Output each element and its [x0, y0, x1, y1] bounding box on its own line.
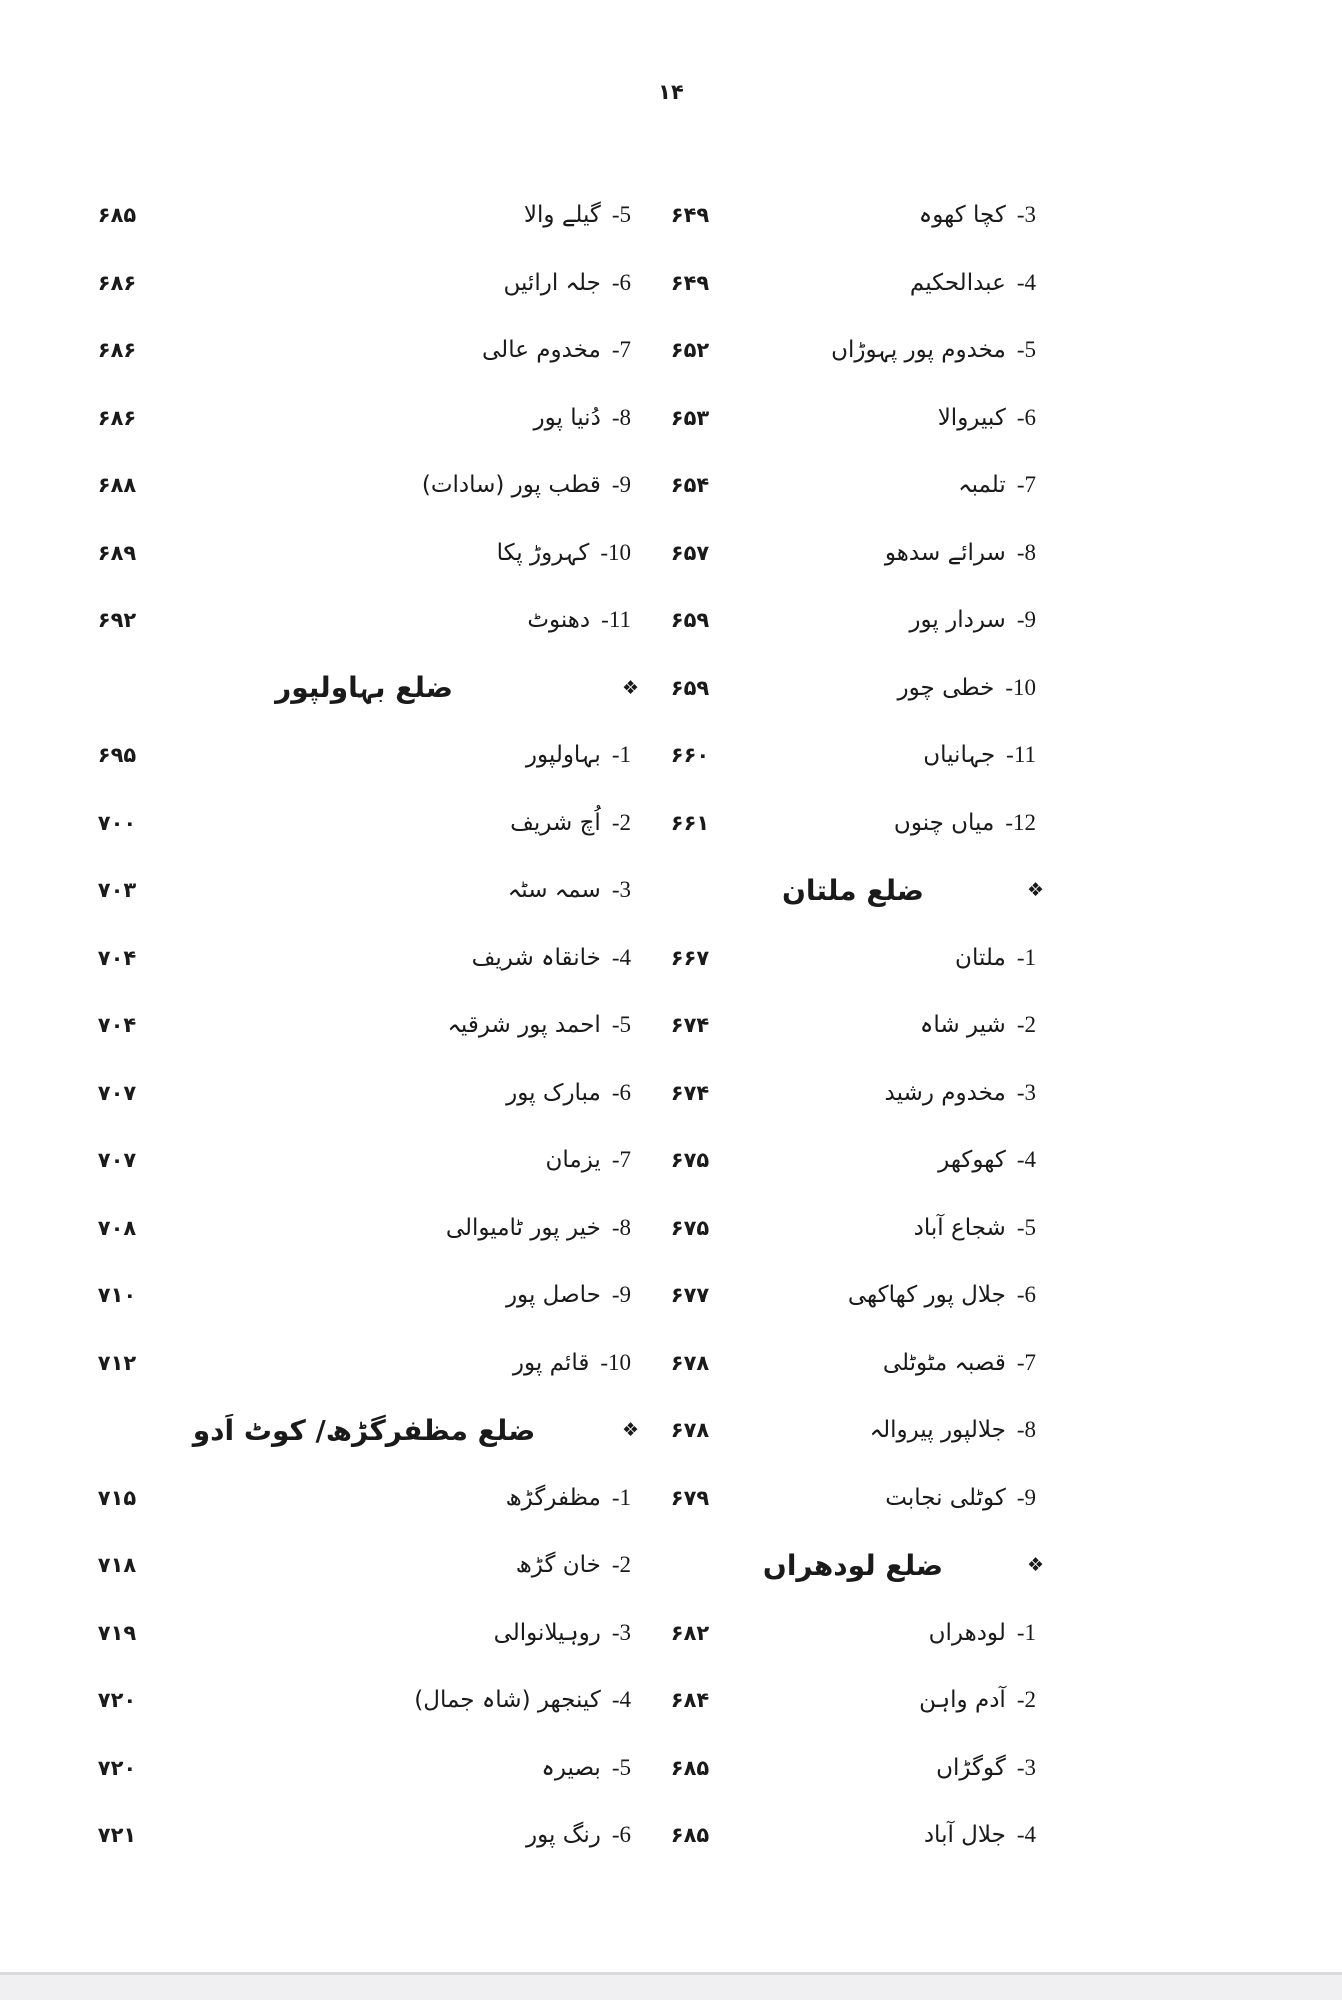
entry-dash — [1017, 1080, 1025, 1106]
entry-label — [524, 202, 643, 228]
entry-place-name: مظفرگڑھ — [505, 1484, 601, 1511]
entry-number: 8 — [619, 1214, 631, 1240]
entry-dash — [612, 1012, 620, 1038]
district-section-header — [658, 1545, 1048, 1585]
entry-place-name: مبارک پور — [506, 1079, 601, 1106]
entry-page-number: ۶۷۸ — [670, 1350, 710, 1375]
toc-entry — [658, 1073, 1048, 1113]
entry-number: 5 — [619, 1754, 631, 1780]
entry-dash — [612, 270, 620, 296]
entry-dash — [1005, 810, 1013, 836]
entry-label — [955, 945, 1048, 971]
entry-place-name: جلالپور پیروالہ — [869, 1417, 1006, 1443]
entry-number: 5 — [1024, 1214, 1036, 1240]
page-number-top: ۱۴ — [658, 80, 684, 104]
toc-entry — [85, 600, 643, 640]
entry-dash — [1017, 202, 1025, 228]
entry-dash — [612, 202, 620, 228]
entry-place-name: کبیروالا — [937, 404, 1006, 431]
entry-number: 3 — [1024, 1754, 1036, 1780]
toc-entry — [658, 1478, 1048, 1518]
entry-place-name: کچا کھوہ — [918, 202, 1006, 228]
entry-dash — [1017, 1282, 1025, 1308]
toc-entry — [658, 330, 1048, 370]
entry-number: 2 — [619, 809, 631, 835]
district-section-header — [85, 1410, 643, 1450]
entry-page-number: ۷۲۰ — [97, 1755, 137, 1780]
entry-page-number: ۶۷۴ — [670, 1080, 710, 1105]
toc-entry — [85, 330, 643, 370]
entry-page-number: ۶۵۴ — [670, 473, 710, 497]
entry-number: 2 — [1024, 1687, 1036, 1712]
entry-place-name: سمہ سٹہ — [507, 877, 601, 903]
entry-page-number: ۶۶۱ — [670, 810, 710, 835]
entry-page-number: ۷۱۵ — [97, 1485, 137, 1510]
entry-number: 3 — [619, 877, 631, 902]
entry-number: 6 — [1024, 1282, 1036, 1307]
entry-number: 2 — [619, 1552, 631, 1577]
entry-dash — [612, 405, 620, 431]
entry-number: 4 — [619, 944, 631, 970]
entry-label — [414, 1687, 643, 1713]
entry-dash — [612, 1755, 620, 1781]
viewer-bottom-bar — [0, 1972, 1342, 2000]
entry-place-name: ملتان — [955, 944, 1006, 971]
entry-dash — [612, 337, 620, 363]
entry-label — [516, 1552, 643, 1578]
entry-page-number: ۶۵۳ — [670, 405, 710, 430]
entry-page-number: ۷۱۰ — [97, 1283, 137, 1307]
entry-place-name: جلال پور کھاکھی — [847, 1282, 1006, 1308]
entry-place-name: روہیلانوالی — [493, 1619, 601, 1646]
entry-page-number: ۶۷۴ — [670, 1013, 710, 1037]
entry-number: 3 — [1024, 202, 1036, 227]
entry-number: 8 — [1024, 539, 1036, 565]
entry-place-name: لودھراں — [928, 1619, 1006, 1646]
entry-label — [883, 1350, 1048, 1376]
toc-entry — [658, 1748, 1048, 1788]
toc-entry — [658, 398, 1048, 438]
entry-number: 7 — [1024, 1349, 1036, 1375]
entry-place-name: مخدوم عالی — [482, 337, 601, 363]
entry-place-name: گوگڑاں — [936, 1754, 1006, 1781]
entry-dash — [612, 945, 620, 971]
entry-place-name: خطی چور — [897, 674, 995, 701]
entry-number: 11 — [608, 607, 631, 632]
entry-place-name: بہاولپور — [525, 742, 601, 768]
entry-page-number: ۷۲۱ — [97, 1823, 137, 1847]
entry-place-name: کینجھر (شاہ جمال) — [414, 1687, 601, 1713]
district-section-header — [85, 668, 643, 708]
entry-dash — [612, 810, 620, 836]
entry-page-number: ۶۸۶ — [97, 338, 137, 362]
toc-entry — [85, 870, 643, 910]
entry-dash — [612, 1282, 620, 1308]
entry-label — [848, 1282, 1048, 1308]
toc-entry — [658, 803, 1048, 843]
entry-dash — [1017, 1147, 1025, 1173]
entry-number: 3 — [1024, 1079, 1036, 1105]
entry-label — [506, 1485, 643, 1511]
entry-page-number: ۶۶۰ — [670, 743, 710, 767]
entry-dash — [612, 1822, 620, 1848]
entry-dash — [1017, 270, 1025, 296]
toc-entry — [85, 1613, 643, 1653]
entry-place-name: بصیرہ — [541, 1754, 601, 1781]
entry-number: 7 — [619, 1147, 631, 1172]
toc-entry — [85, 263, 643, 303]
toc-entry — [85, 803, 643, 843]
entry-page-number: ۶۷۷ — [670, 1283, 710, 1307]
entry-place-name: عبدالحکیم — [909, 269, 1006, 296]
entry-label — [885, 1080, 1048, 1106]
toc-entry — [85, 533, 643, 573]
entry-page-number: ۶۹۵ — [97, 743, 137, 767]
toc-entry — [85, 938, 643, 978]
entry-number: 1 — [1024, 1619, 1036, 1645]
entry-dash — [1017, 945, 1025, 971]
district-title: ضلع ملتان — [782, 873, 924, 907]
entry-dash — [1005, 675, 1013, 701]
entry-number: 6 — [1024, 404, 1036, 430]
entry-place-name: کہروڑ پکا — [496, 539, 590, 566]
entry-label — [938, 405, 1048, 431]
entry-dash — [612, 742, 620, 768]
entry-dash — [1017, 1620, 1025, 1646]
entry-label — [831, 337, 1048, 363]
entry-place-name: یزمان — [545, 1147, 601, 1173]
entry-label — [919, 202, 1048, 228]
entry-label — [497, 540, 643, 566]
diamond-ornament-icon: ❖ — [1026, 879, 1044, 901]
entry-dash — [612, 1620, 620, 1646]
entry-dash — [1017, 1755, 1025, 1781]
toc-entry — [85, 1680, 643, 1720]
toc-entry — [85, 1748, 643, 1788]
entry-label — [936, 1755, 1048, 1781]
entry-label — [506, 1080, 643, 1106]
entry-dash — [600, 1350, 608, 1376]
entry-page-number: ۶۷۸ — [670, 1418, 710, 1442]
entry-label — [885, 1485, 1048, 1511]
entry-number: 5 — [1024, 337, 1036, 362]
toc-entry — [85, 1005, 643, 1045]
entry-page-number: ۷۰۷ — [97, 1080, 137, 1105]
entry-page-number: ۶۶۷ — [670, 945, 710, 970]
entry-page-number: ۶۸۹ — [97, 540, 137, 565]
toc-entry — [85, 195, 643, 235]
entry-page-number: ۶۸۸ — [97, 473, 137, 497]
diamond-ornament-icon: ❖ — [621, 676, 639, 699]
entry-label — [894, 810, 1048, 836]
toc-entry — [658, 1275, 1048, 1315]
entry-number: 6 — [619, 1822, 631, 1847]
entry-dash — [1017, 337, 1025, 363]
entry-page-number: ۶۸۵ — [670, 1755, 710, 1780]
diamond-ornament-icon: ❖ — [621, 1419, 639, 1441]
diamond-ornament-icon: ❖ — [1026, 1554, 1044, 1576]
entry-page-number: ۶۷۹ — [670, 1485, 710, 1510]
entry-number: 3 — [619, 1619, 631, 1645]
entry-number: 4 — [1024, 1822, 1036, 1847]
toc-entry — [658, 1140, 1048, 1180]
toc-entry — [658, 195, 1048, 235]
entry-place-name: قائم پور — [512, 1349, 590, 1376]
entry-dash — [1017, 1417, 1025, 1443]
entry-label — [447, 1012, 643, 1038]
toc-column-right — [658, 0, 1048, 1900]
entry-number: 4 — [1024, 269, 1036, 295]
entry-page-number: ۶۸۴ — [670, 1688, 710, 1712]
entry-page-number: ۶۸۵ — [670, 1823, 710, 1847]
entry-label — [898, 675, 1048, 701]
entry-number: 8 — [619, 404, 631, 430]
entry-place-name: خانقاہ شریف — [471, 944, 601, 971]
entry-label — [924, 1822, 1048, 1848]
entry-place-name: سردار پور — [909, 607, 1006, 633]
entry-dash — [1017, 1215, 1025, 1241]
entry-number: 5 — [619, 202, 631, 227]
entry-page-number: ۶۵۹ — [670, 675, 710, 700]
toc-entry — [85, 1343, 643, 1383]
entry-number: 10 — [608, 1349, 631, 1375]
entry-number: 10 — [1013, 674, 1036, 700]
toc-entry — [85, 1275, 643, 1315]
entry-page-number: ۷۰۰ — [97, 810, 137, 835]
entry-label — [909, 607, 1048, 633]
district-section-header — [658, 870, 1048, 910]
toc-entry — [85, 1545, 643, 1585]
entry-label — [510, 810, 643, 836]
entry-place-name: سرائے سدھو — [884, 539, 1006, 566]
entry-page-number: ۶۹۲ — [97, 608, 137, 632]
entry-label — [446, 1215, 643, 1241]
entry-dash — [1017, 472, 1025, 498]
toc-entry — [658, 1815, 1048, 1855]
toc-entry — [85, 1478, 643, 1518]
entry-number: 9 — [619, 1282, 631, 1307]
entry-place-name: قصبہ مٹوٹلی — [882, 1349, 1006, 1376]
toc-entry — [658, 465, 1048, 505]
entry-label — [929, 1620, 1048, 1646]
entry-place-name: مخدوم رشید — [884, 1079, 1006, 1106]
entry-place-name: جلہ ارائیں — [503, 269, 601, 296]
entry-page-number: ۷۰۴ — [97, 1013, 137, 1037]
entry-dash — [612, 877, 620, 903]
entry-page-number: ۷۰۴ — [97, 945, 137, 970]
toc-entry — [85, 1815, 643, 1855]
toc-entry — [85, 1073, 643, 1113]
toc-entry — [658, 735, 1048, 775]
entry-place-name: شجاع آباد — [913, 1214, 1006, 1241]
entry-page-number: ۶۴۹ — [670, 270, 710, 295]
entry-place-name: خیر پور ٹامیوالی — [445, 1214, 601, 1241]
entry-page-number: ۷۱۹ — [97, 1620, 137, 1645]
entry-label — [482, 337, 643, 363]
entry-page-number: ۶۵۹ — [670, 608, 710, 632]
entry-label — [506, 1282, 643, 1308]
entry-dash — [612, 1485, 620, 1511]
entry-place-name: حاصل پور — [505, 1282, 601, 1308]
toc-entry — [658, 600, 1048, 640]
entry-page-number: ۶۴۹ — [670, 203, 710, 227]
entry-label — [513, 1350, 643, 1376]
entry-label — [923, 742, 1048, 768]
entry-label — [472, 945, 643, 971]
entry-place-name: کوٹلی نجابت — [885, 1484, 1006, 1511]
entry-dash — [612, 1147, 620, 1173]
entry-place-name: مخدوم پور پہوڑاں — [831, 337, 1006, 363]
entry-page-number: ۷۱۸ — [97, 1553, 137, 1577]
toc-entry — [85, 735, 643, 775]
entry-dash — [601, 607, 609, 633]
entry-label — [494, 1620, 643, 1646]
entry-page-number: ۶۸۵ — [97, 203, 137, 227]
entry-number: 6 — [619, 1079, 631, 1105]
entry-page-number: ۶۵۷ — [670, 540, 710, 565]
entry-number: 8 — [1024, 1417, 1036, 1442]
toc-entry — [85, 1140, 643, 1180]
entry-page-number: ۷۰۷ — [97, 1148, 137, 1172]
entry-dash — [1017, 1012, 1025, 1038]
entry-page-number: ۶۵۲ — [670, 338, 710, 362]
entry-page-number: ۶۸۶ — [97, 270, 137, 295]
entry-page-number: ۷۰۸ — [97, 1215, 137, 1240]
entry-dash — [612, 1552, 620, 1578]
toc-entry — [658, 668, 1048, 708]
entry-dash — [612, 1215, 620, 1241]
entry-place-name: جلال آباد — [923, 1822, 1006, 1848]
entry-place-name: دُنیا پور — [533, 404, 601, 431]
entry-label — [527, 607, 643, 633]
entry-place-name: گیلے والا — [523, 202, 601, 228]
entry-dash — [1017, 1687, 1025, 1713]
entry-place-name: احمد پور شرقیہ — [447, 1012, 601, 1038]
entry-place-name: رنگ پور — [526, 1822, 601, 1848]
toc-entry — [658, 1005, 1048, 1045]
entry-number: 10 — [608, 539, 631, 565]
entry-number: 4 — [619, 1687, 631, 1712]
entry-page-number: ۶۷۵ — [670, 1215, 710, 1240]
entry-place-name: تلمبہ — [958, 472, 1006, 498]
toc-entry — [658, 1680, 1048, 1720]
entry-label — [938, 1147, 1048, 1173]
entry-number: 5 — [619, 1012, 631, 1037]
entry-number: 11 — [1013, 742, 1036, 767]
entry-page-number: ۶۸۲ — [670, 1620, 710, 1645]
entry-label — [920, 1012, 1048, 1038]
toc-entry — [85, 398, 643, 438]
entry-place-name: کھوکھر — [938, 1147, 1006, 1173]
entry-page-number: ۶۷۵ — [670, 1148, 710, 1172]
entry-label — [508, 877, 643, 903]
entry-dash — [1017, 540, 1025, 566]
entry-number: 2 — [1024, 1012, 1036, 1037]
entry-label — [422, 472, 643, 498]
entry-dash — [612, 472, 620, 498]
toc-entry — [658, 263, 1048, 303]
entry-place-name: میاں چنوں — [893, 809, 995, 836]
entry-place-name: دھنوٹ — [527, 607, 591, 633]
entry-dash — [612, 1080, 620, 1106]
toc-entry — [658, 938, 1048, 978]
toc-entry — [658, 1208, 1048, 1248]
entry-dash — [612, 1687, 620, 1713]
entry-label — [534, 405, 643, 431]
entry-number: 1 — [1024, 944, 1036, 970]
entry-page-number: ۷۲۰ — [97, 1688, 137, 1712]
entry-page-number: ۶۸۶ — [97, 405, 137, 430]
toc-entry — [658, 1410, 1048, 1450]
entry-place-name: قطب پور (سادات) — [421, 472, 601, 498]
district-title: ضلع بہاولپور — [275, 671, 453, 704]
entry-dash — [1017, 1485, 1025, 1511]
entry-label — [914, 1215, 1048, 1241]
entry-dash — [1017, 607, 1025, 633]
entry-label — [541, 1755, 643, 1781]
entry-label — [526, 742, 643, 768]
entry-place-name: آدم واہن — [919, 1687, 1006, 1713]
district-title: ضلع مظفرگڑھ/ کوٹ اَدو — [192, 1413, 536, 1447]
entry-number: 9 — [619, 472, 631, 497]
entry-number: 1 — [619, 742, 631, 767]
entry-number: 7 — [1024, 472, 1036, 497]
entry-label — [526, 1822, 643, 1848]
entry-dash — [1006, 742, 1014, 768]
entry-number: 12 — [1013, 809, 1036, 835]
entry-page-number: ۷۰۳ — [97, 878, 137, 902]
entry-number: 1 — [619, 1484, 631, 1510]
entry-number: 6 — [619, 269, 631, 295]
entry-place-name: جہانیاں — [923, 742, 996, 768]
toc-entry — [658, 1343, 1048, 1383]
toc-entry — [658, 1613, 1048, 1653]
entry-label — [958, 472, 1048, 498]
toc-entry — [85, 1208, 643, 1248]
entry-page-number: ۷۱۲ — [97, 1350, 137, 1375]
entry-dash — [1017, 1822, 1025, 1848]
toc-entry — [658, 533, 1048, 573]
entry-number: 9 — [1024, 607, 1036, 632]
entry-number: 4 — [1024, 1147, 1036, 1172]
entry-dash — [1017, 405, 1025, 431]
entry-place-name: شیر شاہ — [919, 1012, 1006, 1038]
entry-label — [870, 1417, 1048, 1443]
entry-place-name: اُچ شریف — [510, 809, 601, 836]
entry-dash — [1017, 1350, 1025, 1376]
entry-place-name: خان گڑھ — [515, 1552, 601, 1578]
entry-label — [503, 270, 643, 296]
toc-column-left — [85, 0, 643, 1900]
entry-number: 9 — [1024, 1484, 1036, 1510]
entry-dash — [600, 540, 608, 566]
toc-entry — [85, 465, 643, 505]
entry-label — [919, 1687, 1048, 1713]
district-title: ضلع لودھراں — [762, 1548, 944, 1582]
entry-label — [546, 1147, 643, 1173]
entry-number: 7 — [619, 337, 631, 362]
entry-label — [910, 270, 1048, 296]
entry-label — [885, 540, 1048, 566]
